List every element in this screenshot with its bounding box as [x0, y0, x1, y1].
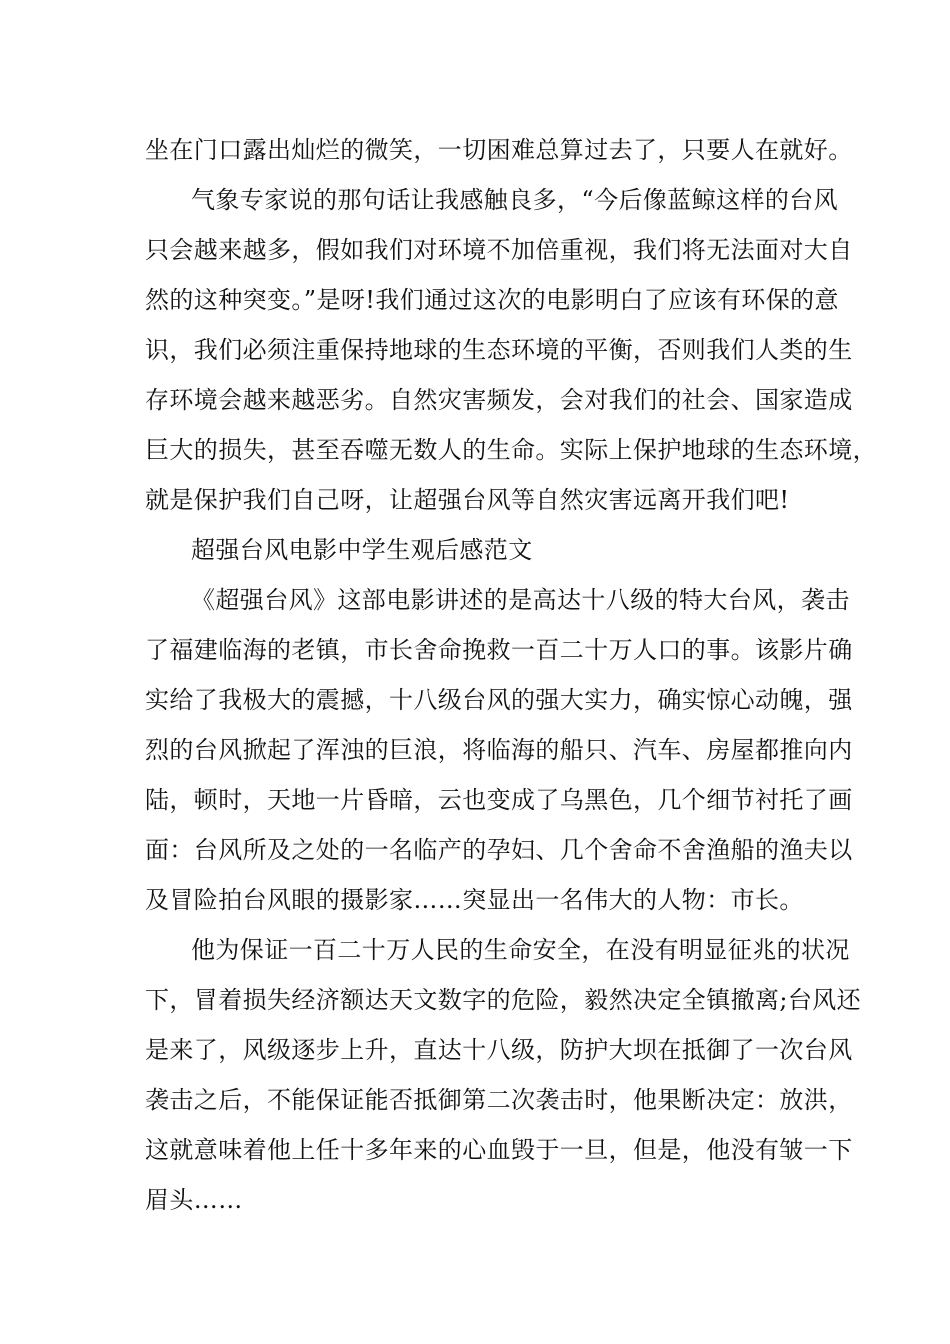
text-line: 实给了我极大的震撼，十八级台风的强大实力，确实惊心动魄，强 — [145, 686, 853, 714]
text-line: 袭击之后，不能保证能否抵御第二次袭击时，他果断决定：放洪， — [145, 1086, 853, 1114]
text-line: 下，冒着损失经济额达天文数字的危险，毅然决定全镇撤离;台风还 — [145, 986, 862, 1014]
text-line: 存环境会越来越恶劣。自然灾害频发，会对我们的社会、国家造成 — [145, 386, 853, 414]
text-line: 眉头…… — [145, 1186, 243, 1214]
paragraph-first-line: 气象专家说的那句话让我感触良多，“今后像蓝鲸这样的台风 — [191, 186, 839, 214]
text-line: 陆，顿时，天地一片昏暗，云也变成了乌黑色，几个细节衬托了画 — [145, 786, 853, 814]
section-heading: 超强台风电影中学生观后感范文 — [191, 536, 533, 564]
paragraph-first-line: 《超强台风》这部电影讲述的是高达十八级的特大台风，袭击 — [191, 586, 850, 614]
text-line: 是来了，风级逐步上升，直达十八级，防护大坝在抵御了一次台风 — [145, 1036, 853, 1064]
text-line: 巨大的损失，甚至吞噬无数人的生命。实际上保护地球的生态环境， — [145, 436, 877, 464]
text-line: 这就意味着他上任十多年来的心血毁于一旦，但是，他没有皱一下 — [145, 1136, 853, 1164]
text-line: 只会越来越多，假如我们对环境不加倍重视，我们将无法面对大自 — [145, 236, 853, 264]
text-line: 然的这种突变。”是呀!我们通过这次的电影明白了应该有环保的意 — [145, 286, 839, 314]
paragraph-first-line: 他为保证一百二十万人民的生命安全，在没有明显征兆的状况 — [191, 936, 850, 964]
text-line: 烈的台风掀起了浑浊的巨浪，将临海的船只、汽车、房屋都推向内 — [145, 736, 853, 764]
text-line: 面：台风所及之处的一名临产的孕妇、几个舍命不舍渔船的渔夫以 — [145, 836, 853, 864]
text-line: 坐在门口露出灿烂的微笑，一切困难总算过去了，只要人在就好。 — [145, 136, 853, 164]
text-line: 及冒险拍台风眼的摄影家……突显出一名伟大的人物：市长。 — [145, 886, 804, 914]
text-line: 了福建临海的老镇，市长舍命挽救一百二十万人口的事。该影片确 — [145, 636, 853, 664]
text-line: 识，我们必须注重保持地球的生态环境的平衡，否则我们人类的生 — [145, 336, 853, 364]
text-line: 就是保护我们自己呀，让超强台风等自然灾害远离开我们吧! — [145, 486, 790, 514]
